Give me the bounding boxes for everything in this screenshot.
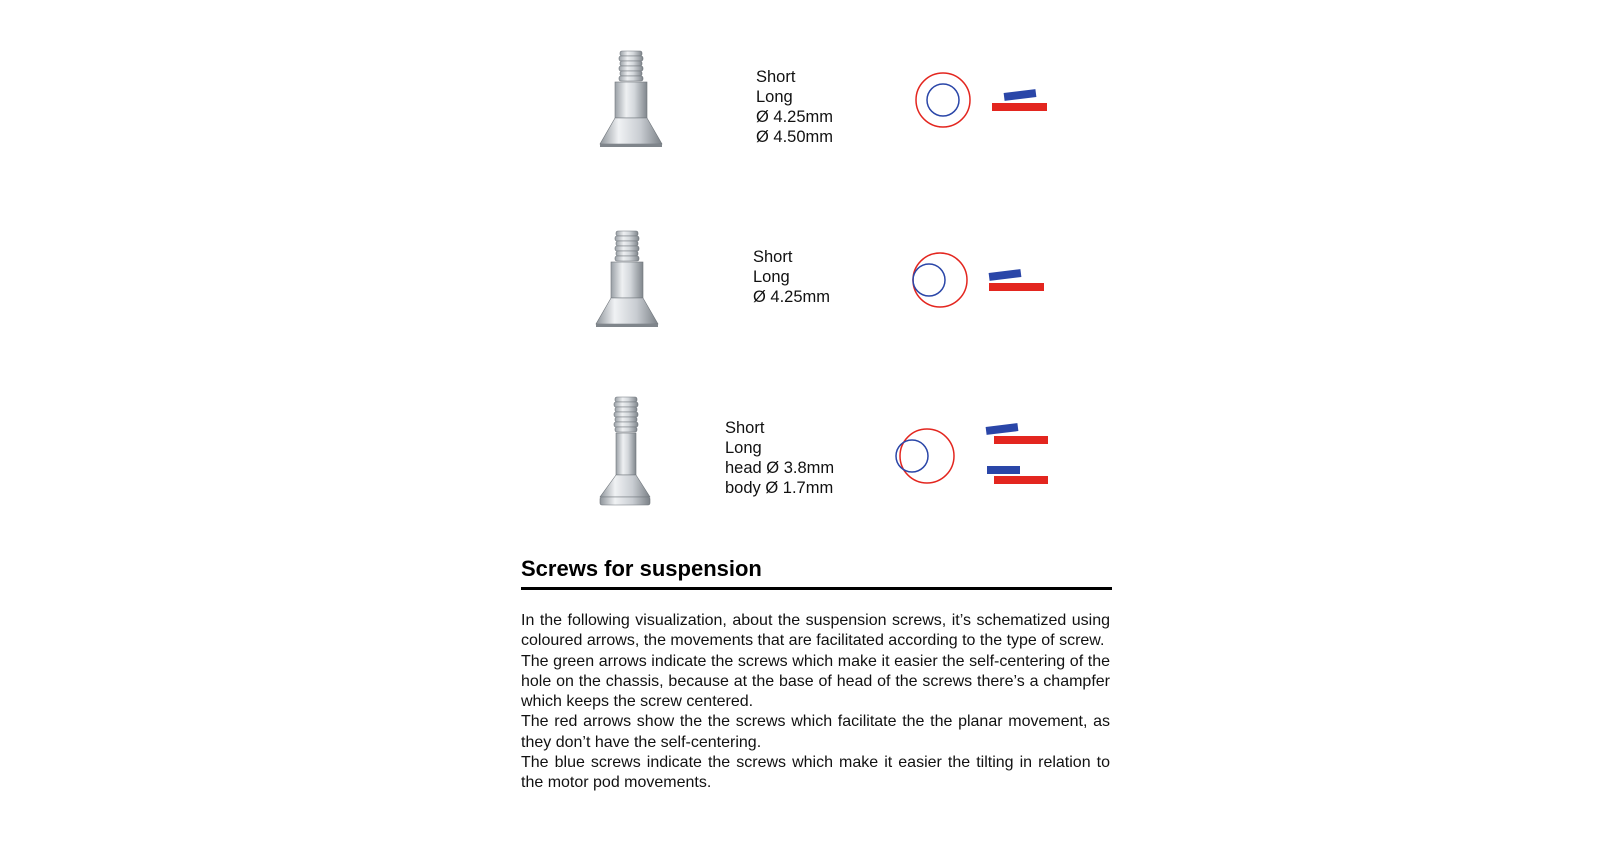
blue-plate — [987, 466, 1020, 474]
spec-line: Long — [753, 268, 790, 286]
hole-offset-diagram — [890, 420, 1060, 500]
screw-spec-labels — [725, 418, 834, 498]
section-body — [521, 611, 1110, 794]
red-plate — [989, 283, 1044, 291]
spec-line: Ø 4.50mm — [756, 128, 834, 146]
shoulder-screw-image — [590, 394, 660, 512]
red-plate — [994, 476, 1048, 484]
spec-line: Long — [725, 439, 762, 457]
body-paragraph: The blue screws indicate the screws which make it easier the tilting in relation to the motor pod movements. — [521, 754, 1110, 792]
body-paragraph: In the following visualization, about the suspension screws, it’s schematized using coloured arrows, the movements that are facilitated according to the type of screw. — [521, 612, 1110, 650]
hole-offset-diagram — [907, 250, 1057, 310]
blue-plate — [986, 423, 1019, 435]
spec-line: Ø 4.25mm — [753, 288, 831, 306]
spec-line: Long — [756, 88, 793, 106]
spec-line: Short — [725, 419, 765, 437]
spec-line: Short — [756, 68, 796, 86]
body-paragraph: The green arrows indicate the screws which make it easier the self-centering of the hole on the chassis, because at the base of head of the screws there’s a champfer which keeps the screw centered. — [521, 652, 1110, 711]
countersunk-screw-image — [592, 228, 662, 330]
section-divider — [521, 587, 1112, 590]
spec-line: Ø 4.25mm — [756, 108, 834, 126]
screw-circle — [896, 440, 928, 472]
spec-line: head Ø 3.8mm — [725, 459, 835, 477]
screw-circle — [913, 264, 945, 296]
body-paragraph: The red arrows show the the screws which facilitate the the planar movement, as they don’t have the self-centering. — [521, 713, 1110, 751]
spec-line: body Ø 1.7mm — [725, 479, 834, 497]
blue-plate — [989, 269, 1022, 281]
hole-circle — [900, 429, 954, 483]
section-title: Screws for suspension — [521, 556, 762, 581]
hole-circle — [913, 253, 967, 307]
spec-line: Short — [753, 248, 793, 266]
screw-spec-labels — [753, 247, 830, 307]
red-plate — [994, 436, 1048, 444]
